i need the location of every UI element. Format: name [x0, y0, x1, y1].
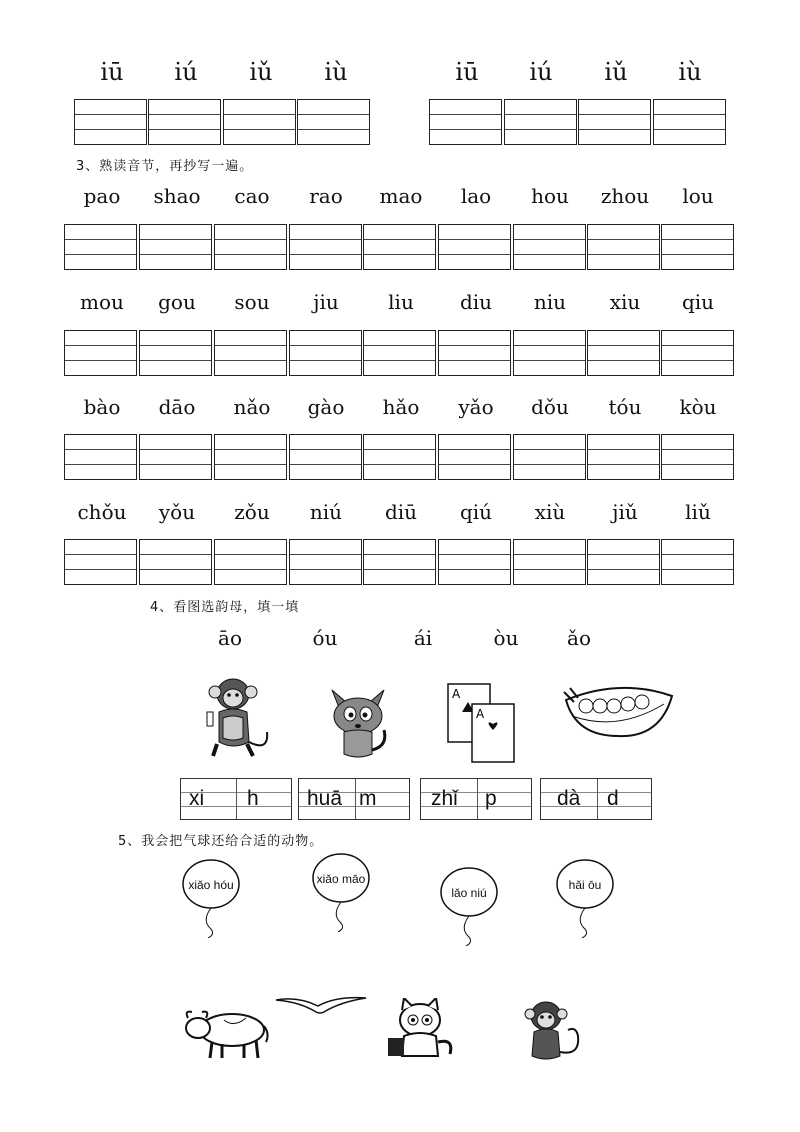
answer-initial: d	[607, 787, 619, 810]
syllable: zhou	[600, 184, 650, 208]
section-3-title: 3、熟读音节，再抄写一遍。	[76, 159, 254, 174]
writing-cell[interactable]	[661, 330, 734, 376]
answer-initial: dà	[557, 787, 581, 810]
syllable: dāo	[158, 395, 196, 419]
writing-cell[interactable]	[438, 330, 511, 376]
seagull-picture[interactable]	[274, 994, 368, 1018]
writing-cell[interactable]	[587, 330, 660, 376]
balloon[interactable]	[434, 866, 504, 950]
svg-text:A: A	[476, 707, 485, 721]
writing-cell[interactable]	[363, 224, 436, 270]
syllable: xiù	[534, 500, 566, 524]
balloon-label: hǎi ōu	[568, 878, 602, 892]
syllable: jiu	[313, 290, 339, 314]
writing-cell[interactable]	[587, 434, 660, 480]
answer-initial: zhǐ	[431, 787, 458, 810]
writing-cell[interactable]	[64, 539, 137, 585]
syllable: qiu	[681, 290, 715, 314]
syllable: pao	[83, 184, 121, 208]
syllable: qiú	[459, 500, 493, 524]
writing-cell[interactable]	[214, 330, 287, 376]
writing-cell[interactable]	[139, 224, 212, 270]
syllable: iǔ	[604, 58, 628, 86]
writing-cell[interactable]	[289, 539, 362, 585]
writing-cell[interactable]	[148, 99, 221, 145]
writing-cell[interactable]	[578, 99, 651, 145]
syllable: yǒu	[158, 500, 196, 524]
syllable: iǔ	[249, 58, 273, 86]
syllable: rao	[309, 184, 343, 208]
syllable: iù	[324, 58, 348, 86]
writing-cell[interactable]	[363, 330, 436, 376]
answer-box[interactable]	[180, 778, 292, 820]
cat-picture[interactable]	[380, 998, 460, 1062]
syllable: zǒu	[234, 500, 270, 524]
syllable: dǒu	[531, 395, 569, 419]
syllable: iú	[529, 58, 553, 86]
writing-cell[interactable]	[223, 99, 296, 145]
svg-text:A: A	[452, 687, 461, 701]
writing-cell[interactable]	[653, 99, 726, 145]
syllable: gào	[307, 395, 345, 419]
final-option: óu	[312, 626, 338, 650]
writing-cell[interactable]	[297, 99, 370, 145]
balloon[interactable]	[176, 858, 246, 942]
writing-cell[interactable]	[438, 539, 511, 585]
pea-pod-picture	[560, 680, 678, 744]
syllable: hǎo	[382, 395, 420, 419]
writing-cell[interactable]	[438, 224, 511, 270]
syllable: iú	[174, 58, 198, 86]
writing-cell[interactable]	[64, 224, 137, 270]
writing-cell[interactable]	[661, 224, 734, 270]
writing-cell[interactable]	[363, 434, 436, 480]
answer-box[interactable]	[420, 778, 532, 820]
section-5-title: 5、我会把气球还给合适的动物。	[118, 834, 324, 849]
answer-initial: h	[247, 787, 259, 810]
syllable: diu	[459, 290, 493, 314]
syllable: niu	[533, 290, 567, 314]
section-4-title: 4、看图选韵母，填一填	[150, 600, 300, 615]
syllable: liǔ	[685, 500, 711, 524]
syllable: iū	[100, 58, 124, 86]
writing-cell[interactable]	[363, 539, 436, 585]
syllable: mou	[80, 290, 124, 314]
writing-cell[interactable]	[214, 224, 287, 270]
balloon-label: xiǎo hóu	[188, 878, 234, 892]
balloon[interactable]	[306, 852, 376, 936]
writing-cell[interactable]	[139, 539, 212, 585]
writing-cell[interactable]	[504, 99, 577, 145]
final-option: ái	[413, 626, 433, 650]
writing-cell[interactable]	[214, 434, 287, 480]
final-option: āo	[218, 626, 242, 650]
answer-box[interactable]	[298, 778, 410, 820]
writing-cell[interactable]	[289, 330, 362, 376]
cat-picture	[322, 680, 394, 764]
writing-cell[interactable]	[661, 434, 734, 480]
writing-cell[interactable]	[513, 434, 586, 480]
final-option: ǎo	[567, 626, 591, 650]
writing-cell[interactable]	[513, 224, 586, 270]
cards-picture	[444, 680, 526, 766]
syllable: mao	[379, 184, 423, 208]
syllable: bào	[83, 395, 121, 419]
syllable: liu	[388, 290, 414, 314]
balloon-label: lǎo niú	[451, 886, 487, 900]
syllable: tóu	[608, 395, 642, 419]
writing-cell[interactable]	[139, 434, 212, 480]
syllable: chǒu	[77, 500, 127, 524]
syllable: kòu	[679, 395, 717, 419]
syllable: shao	[153, 184, 201, 208]
writing-cell[interactable]	[64, 434, 137, 480]
writing-cell[interactable]	[289, 434, 362, 480]
syllable: cao	[234, 184, 270, 208]
writing-cell[interactable]	[139, 330, 212, 376]
syllable: diū	[384, 500, 418, 524]
answer-initial: xi	[189, 787, 205, 810]
syllable: nǎo	[233, 395, 271, 419]
writing-cell[interactable]	[64, 330, 137, 376]
writing-cell[interactable]	[289, 224, 362, 270]
balloon-label: xiǎo māo	[316, 872, 366, 886]
syllable: niú	[309, 500, 343, 524]
monkey-picture	[195, 672, 275, 762]
writing-cell[interactable]	[438, 434, 511, 480]
writing-cell[interactable]	[214, 539, 287, 585]
answer-initial: p	[485, 787, 497, 810]
syllable: iù	[678, 58, 702, 86]
monkey-picture[interactable]	[518, 996, 584, 1066]
answer-initial: huā	[307, 787, 343, 810]
syllable: jiǔ	[612, 500, 638, 524]
final-option: òu	[493, 626, 519, 650]
answer-box[interactable]	[540, 778, 652, 820]
balloon[interactable]	[550, 858, 620, 942]
syllable: gou	[158, 290, 196, 314]
syllable: lao	[460, 184, 492, 208]
syllable: iū	[455, 58, 479, 86]
writing-cell[interactable]	[74, 99, 147, 145]
writing-cell[interactable]	[661, 539, 734, 585]
ox-picture[interactable]	[180, 1004, 270, 1060]
syllable: hou	[531, 184, 569, 208]
writing-cell[interactable]	[429, 99, 502, 145]
writing-cell[interactable]	[513, 330, 586, 376]
writing-cell[interactable]	[587, 224, 660, 270]
syllable: lou	[682, 184, 714, 208]
syllable: sou	[234, 290, 270, 314]
answer-initial: m	[359, 787, 377, 810]
writing-cell[interactable]	[513, 539, 586, 585]
syllable: xiu	[609, 290, 641, 314]
writing-cell[interactable]	[587, 539, 660, 585]
syllable: yǎo	[458, 395, 494, 419]
